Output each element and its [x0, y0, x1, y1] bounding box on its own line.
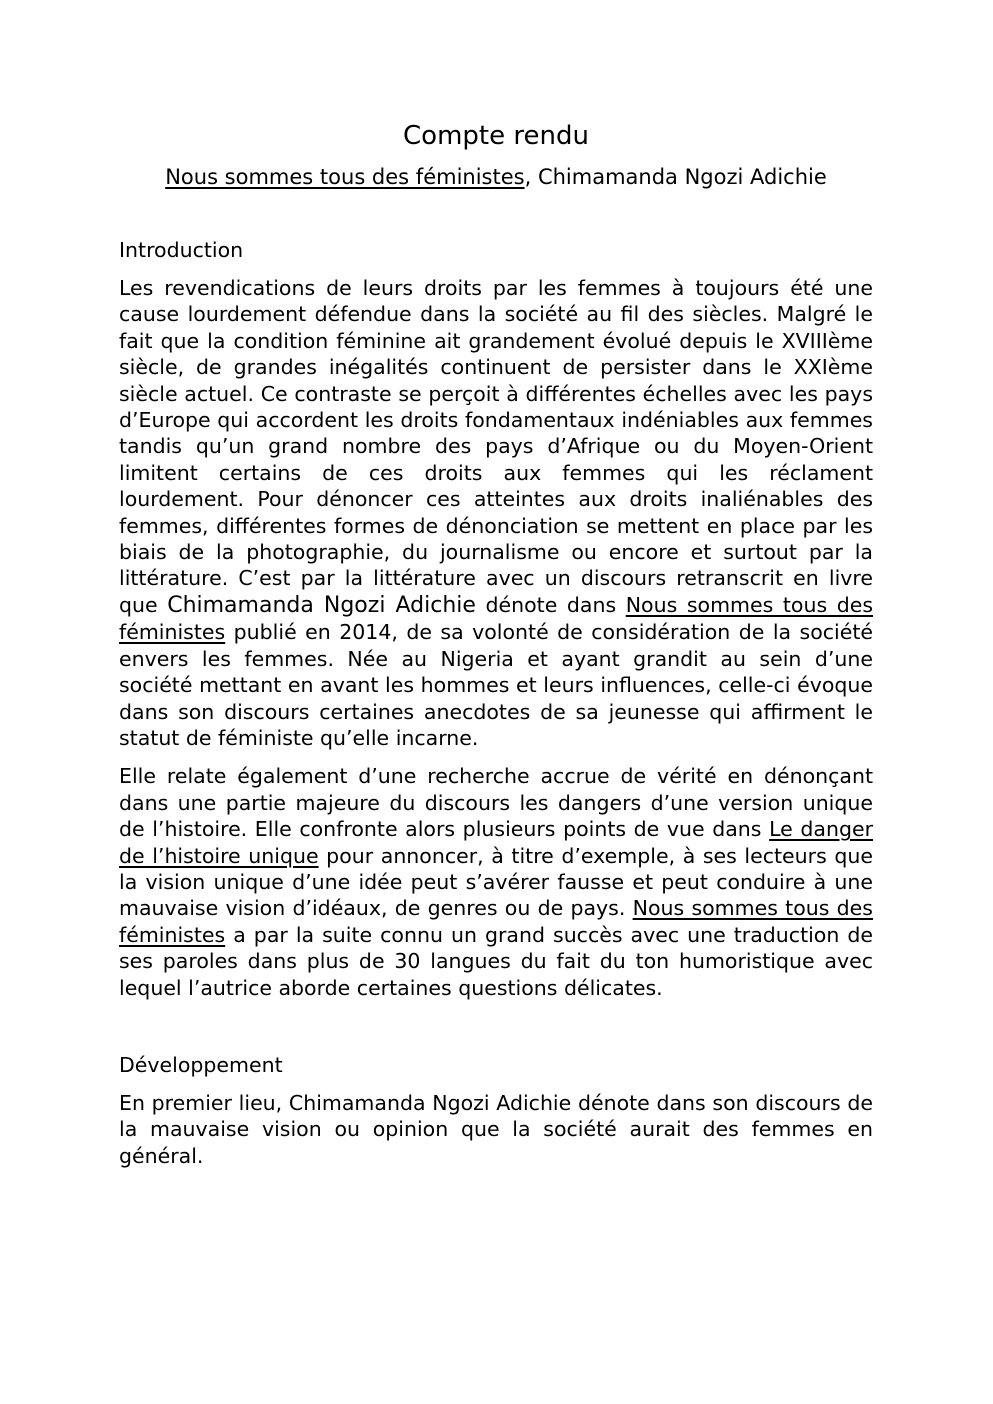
development-heading: Développement: [119, 1052, 283, 1077]
introduction-heading: Introduction: [119, 238, 244, 262]
document-title: Compte rendu: [403, 121, 589, 151]
intro-p1-author: Chimamanda Ngozi Adichie: [167, 592, 476, 618]
intro-p2-work-title: Le danger de l’histoire unique: [119, 817, 873, 868]
development-paragraph-1: En premier lieu, Chimamanda Ngozi Adichie dénote dans son discours de la mauvaise vision ou opinion que la société aurait des femmes en général.: [119, 1090, 873, 1168]
introduction-paragraph-1: [119, 275, 873, 751]
document-subtitle: [119, 162, 873, 192]
intro-p2-book-title: Nous sommes tous des féministes: [119, 896, 873, 947]
intro-p2-text-1: Elle relate également d’une recherche accrue de vérité en dénonçant dans une partie majeure du discours les dangers d’une version unique de l’histoire. Elle confronte alors plusieurs points de vue dans: [119, 764, 873, 842]
intro-p1-text-2: dénote dans: [475, 592, 626, 617]
intro-p1-book-title: Nous sommes tous des féministes: [119, 592, 874, 645]
subtitle-author: , Chimamanda Ngozi Adichie: [524, 165, 827, 189]
intro-p1-text-1: Les revendications de leurs droits par les femmes à toujours été une cause lourdement défendue dans la société au fil des siècles. Malgré le fait que la condition féminine ait grandement évolué depuis le XVIIIème siècle, de grandes inégalités continuent de persister dans le XXIème siècle actuel. Ce contraste se perçoit à différentes échelles avec les pays d’Europe qui accordent les droits fondamentaux indéniables aux femmes tandis qu’un grand nombre des pays d’Afrique ou du Moyen-Orient limitent certains de ces droits aux femmes qui les réclament lourdement. Pour dénoncer ces atteintes aux droits inaliénables des femmes, différentes formes de dénonciation se mettent en place par les biais de la photographie, du journalisme ou encore et surtout par la littérature. C’est par la littérature avec un discours retranscrit en livre que: [119, 276, 873, 617]
subtitle-book-title: Nous sommes tous des féministes: [165, 165, 525, 189]
introduction-paragraph-2: [119, 763, 873, 1001]
intro-p1-text-3: publié en 2014, de sa volonté de considération de la société envers les femmes. Née au Nigeria et ayant grandit au sein d’une société mettant en avant les hommes et leurs influences, celle-ci évoque dans son discours certaines anecdotes de sa jeunesse qui affirment le statut de féministe qu’elle incarne.: [119, 620, 873, 750]
intro-p2-text-2: pour annoncer, à titre d’exemple, à ses lecteurs que la vision unique d’une idée peut s’avérer fausse et peut conduire à une mauvaise vision d’idéaux, de genres ou de pays.: [119, 843, 873, 921]
intro-p2-text-3: a par la suite connu un grand succès avec une traduction de ses paroles dans plus de 30 langues du fait du ton humoristique avec lequel l’autrice aborde certaines questions délicates.: [119, 922, 873, 1000]
